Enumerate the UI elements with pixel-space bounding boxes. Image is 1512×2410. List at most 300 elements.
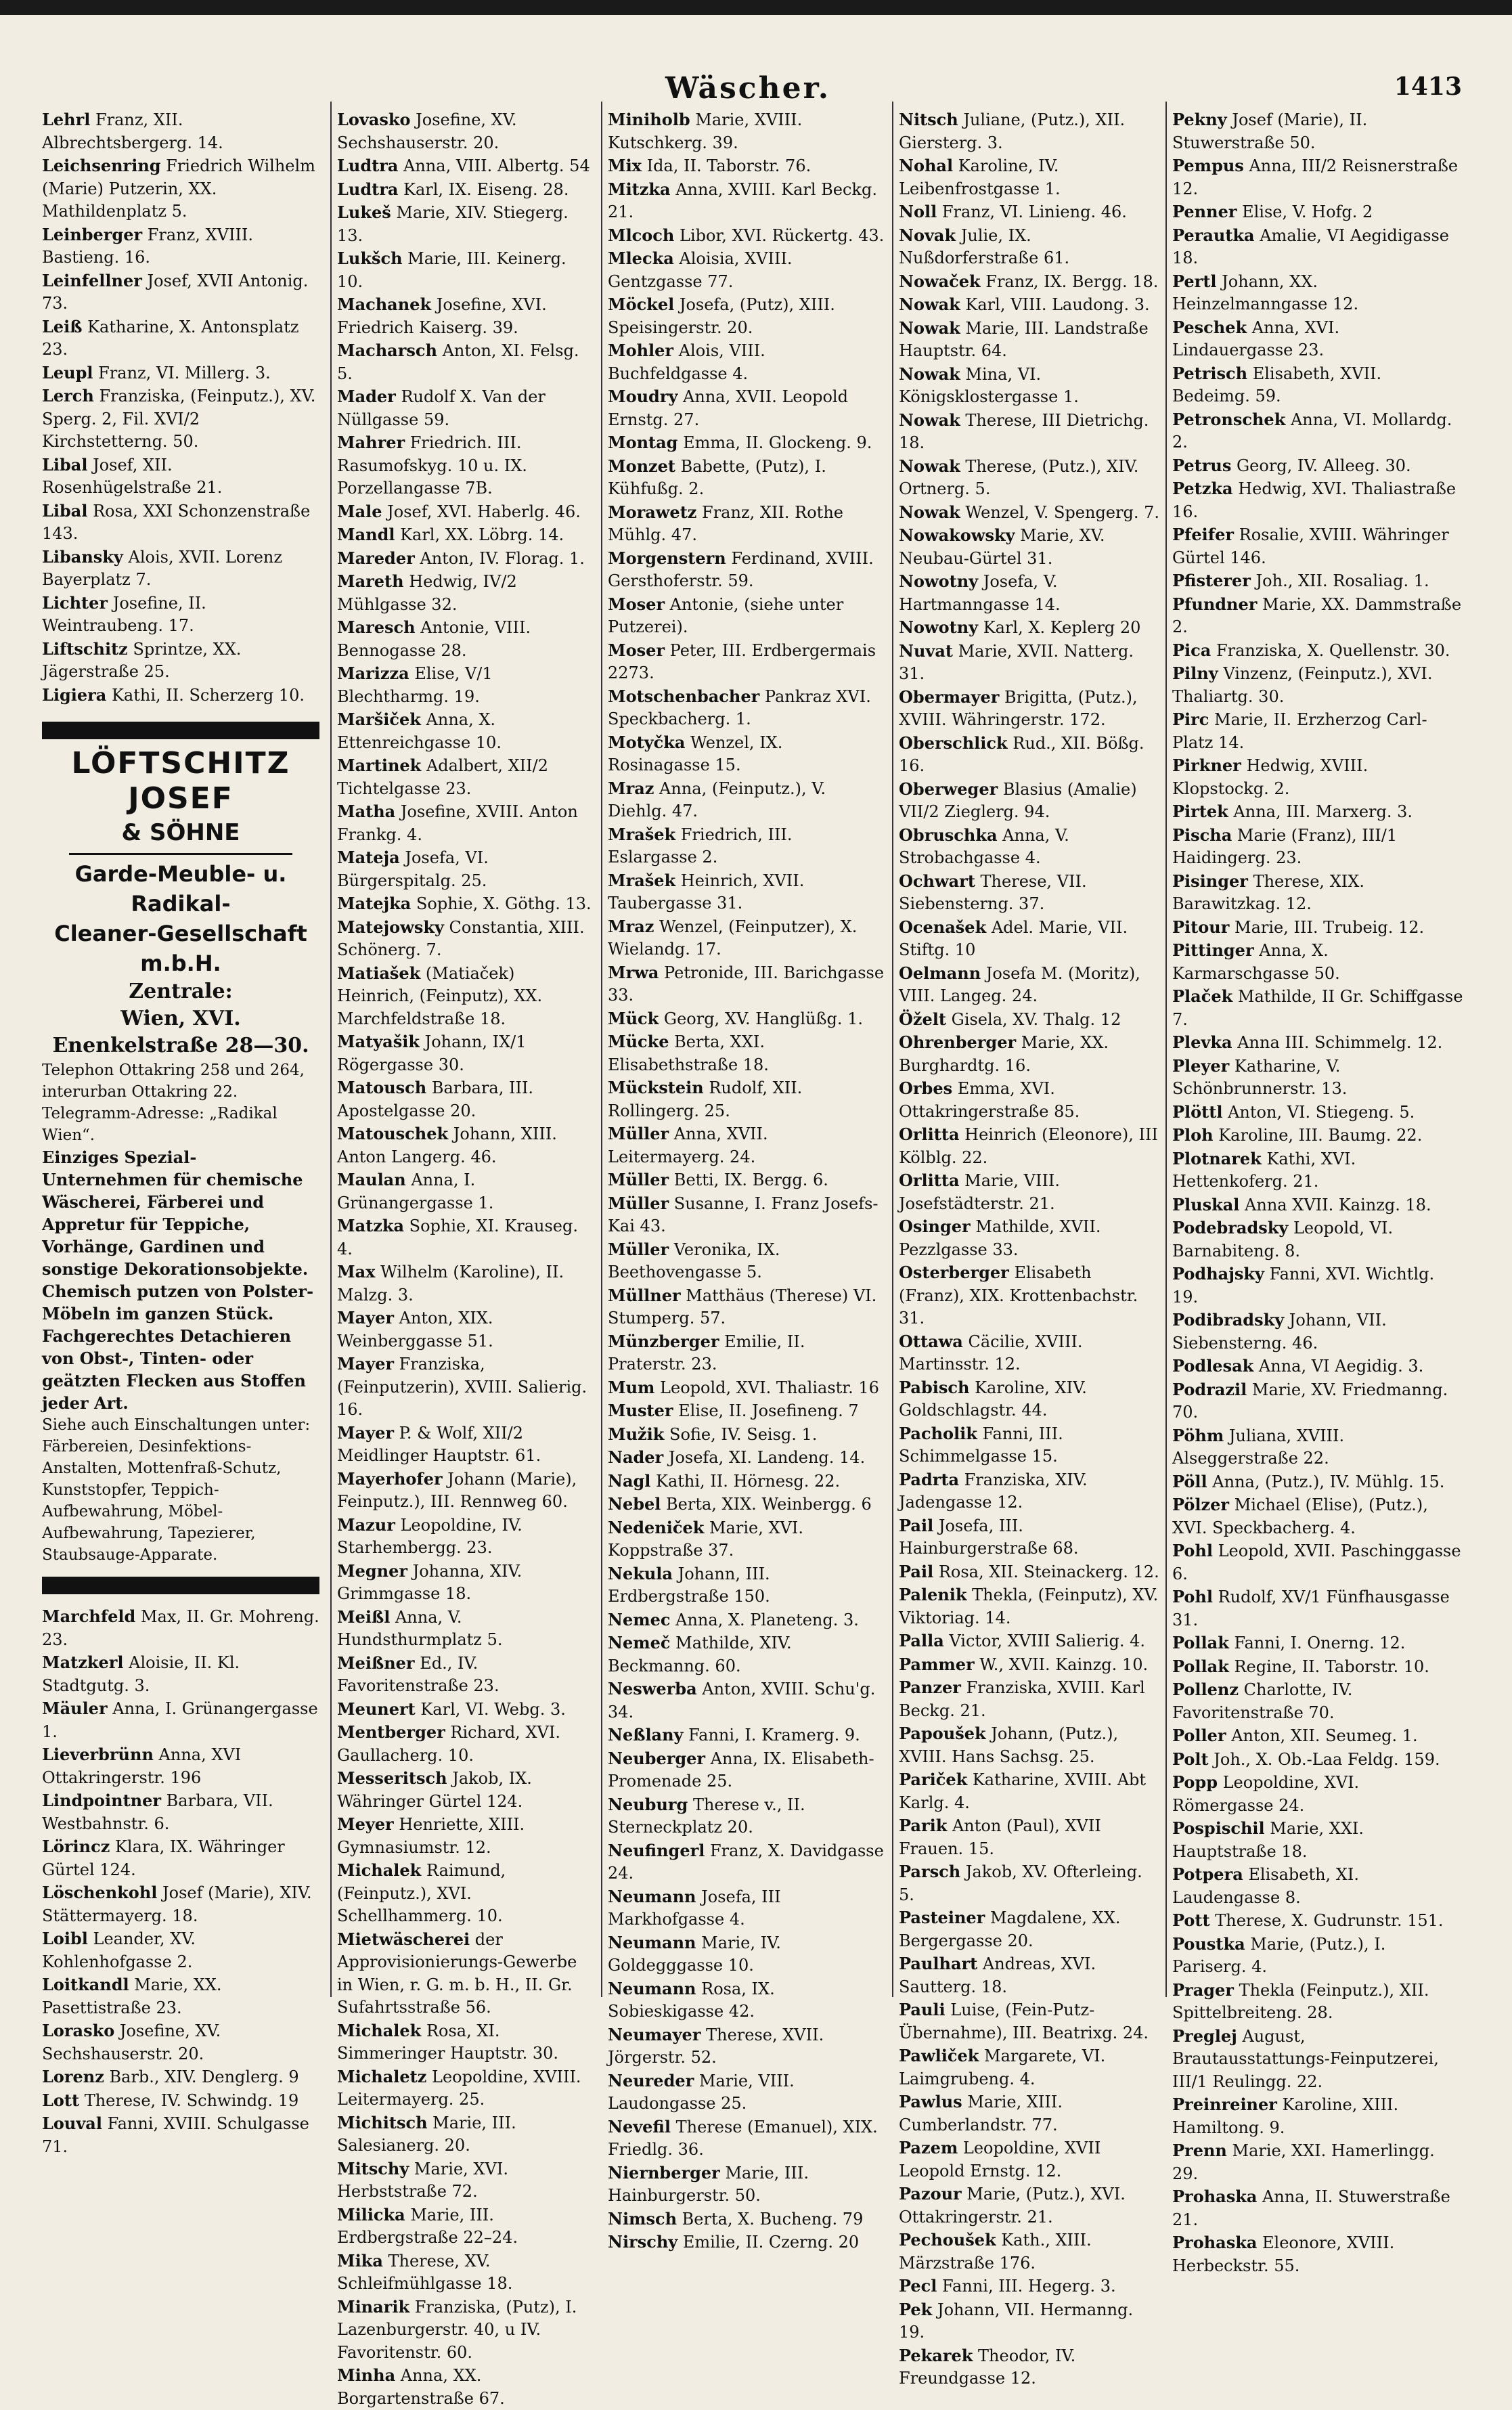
directory-entry: Panzer Franziska, XVIII. Karl Beckg. 21. xyxy=(899,1678,1145,1720)
directory-entry: Pollenz Charlotte, IV. Favoritenstraße 70. xyxy=(1172,1680,1353,1722)
entry-surname: Mader xyxy=(337,387,396,406)
directory-entry: Novak Julie, IX. Nußdorferstraße 61. xyxy=(899,225,1070,267)
directory-entry: Maulan Anna, I. Grünangergasse 1. xyxy=(337,1170,494,1212)
entry-surname: Mayer xyxy=(337,1308,394,1328)
directory-entry: Nebel Berta, XIX. Weinbergg. 6 xyxy=(608,1494,872,1514)
directory-entry: Müller Susanne, I. Franz Josefs-Kai 43. xyxy=(608,1193,879,1235)
directory-entry: Pacholik Fanni, III. Schimmelgasse 15. xyxy=(899,1423,1063,1466)
directory-entry: Müller Veronika, IX. Beethovengasse 5. xyxy=(608,1239,780,1281)
entry-surname: Müller xyxy=(608,1239,669,1259)
entry-surname: Libal xyxy=(42,500,88,521)
directory-entry: Lieverbrünn Anna, XVI Ottakringerstr. 196 xyxy=(42,1745,242,1787)
directory-entry: Noll Franz, VI. Linieng. 46. xyxy=(899,202,1127,221)
directory-entry: Nowotny Karl, X. Keplerg 20 xyxy=(899,617,1141,637)
directory-entry: Pischa Marie (Franz), III/1 Haidingerg. 23. xyxy=(1172,825,1398,867)
entry-surname: Libal xyxy=(42,454,88,475)
entry-surname: Pauli xyxy=(899,2000,946,2019)
directory-entry: Leiß Katharine, X. Antonsplatz 23. xyxy=(42,316,299,359)
entry-surname: Matouschek xyxy=(337,1124,449,1143)
directory-entry: Pohl Leopold, XVII. Paschinggasse 6. xyxy=(1172,1541,1461,1583)
entry-surname: Poller xyxy=(1172,1726,1226,1745)
entry-list xyxy=(42,1605,319,2158)
entry-surname: Lorasko xyxy=(42,2021,115,2040)
directory-entry: Meißl Anna, V. Hundsthurmplatz 5. xyxy=(337,1606,503,1649)
directory-entry: Preglej August, Brautausstattungs-Feinputzerei, III/1 Reulingg. 22. xyxy=(1172,2025,1439,2091)
directory-entry: Nimsch Berta, X. Bucheng. 79 xyxy=(608,2208,864,2229)
directory-entry: Michitsch Marie, III. Salesianerg. 20. xyxy=(337,2112,516,2155)
directory-entry: Obruschka Anna, V. Strobachgasse 4. xyxy=(899,825,1069,867)
entry-surname: Nowak xyxy=(899,456,960,476)
entry-surname: Mäuler xyxy=(42,1699,108,1718)
entry-surname: Petzka xyxy=(1172,479,1233,498)
directory-entry: Lukeš Marie, XIV. Stiegerg. 13. xyxy=(337,202,569,245)
directory-entry: Mayerhofer Johann (Marie), Feinputz.), III. Rennweg 60. xyxy=(337,1468,577,1511)
entry-surname: Nagl xyxy=(608,1470,651,1491)
entry-surname: Meyer xyxy=(337,1814,394,1834)
entry-surname: Matejowsky xyxy=(337,917,444,937)
directory-entry: Mužik Sofie, IV. Seisg. 1. xyxy=(608,1424,818,1444)
entry-surname: Michalek xyxy=(337,2020,422,2040)
entry-surname: Maulan xyxy=(337,1170,406,1189)
directory-entry: Ploh Karoline, III. Baumg. 22. xyxy=(1172,1125,1423,1145)
entry-surname: Mrašek xyxy=(608,870,676,890)
directory-entry: Pazem Leopoldine, XVII Leopold Ernstg. 12. xyxy=(899,2138,1101,2181)
entry-surname: Lörincz xyxy=(42,1837,110,1856)
directory-entry: Pölzer Michael (Elise), (Putz.), XVI. Speckbacherg. 4. xyxy=(1172,1495,1428,1537)
directory-entry: Meyer Henriette, XIII. Gymnasiumstr. 12. xyxy=(337,1814,525,1857)
entry-surname: Megner xyxy=(337,1560,407,1581)
entry-surname: Moser xyxy=(608,640,665,660)
directory-entry: Matouschek Johann, XIII. Anton Langerg. 46. xyxy=(337,1124,557,1166)
directory-entry: Macharsch Anton, XI. Felsg. 5. xyxy=(337,341,579,383)
directory-entry: Plaček Mathilde, II Gr. Schiffgasse 7. xyxy=(1172,986,1463,1029)
ad-telegram: Telegramm-Adresse: „Radikal Wien“. xyxy=(42,1105,277,1144)
directory-entry: Matyašik Johann, IX/1 Rögergasse 30. xyxy=(337,1032,527,1074)
directory-entry: Mitschy Marie, XVI. Herbststraße 72. xyxy=(337,2158,508,2201)
directory-entry: Maršiček Anna, X. Ettenreichgasse 10. xyxy=(337,709,502,752)
entry-surname: Matiašek xyxy=(337,963,421,983)
directory-entry: Podrazil Marie, XV. Friedmanng. 70. xyxy=(1172,1379,1448,1422)
entry-surname: Matyašik xyxy=(337,1032,420,1051)
entry-surname: Matzka xyxy=(337,1216,405,1235)
directory-entry: Lindpointner Barbara, VII. Westbahnstr. 6. xyxy=(42,1791,273,1833)
directory-entry: Pittinger Anna, X. Karmarschgasse 50. xyxy=(1172,940,1340,983)
directory-entry: Pechoušek Kath., XIII. Märzstraße 176. xyxy=(899,2230,1092,2273)
entry-surname: Nowotny xyxy=(899,617,979,637)
entry-surname: Michalek xyxy=(337,1860,422,1880)
directory-entry: Nemec Anna, X. Planeteng. 3. xyxy=(608,1609,859,1629)
entry-surname: Nowak xyxy=(899,294,960,314)
entry-surname: Montag xyxy=(608,433,678,452)
directory-entry: Nowak Therese, III Dietrichg. 18. xyxy=(899,410,1149,452)
top-border xyxy=(0,0,1512,15)
directory-entry: Pirtek Anna, III. Marxerg. 3. xyxy=(1172,802,1413,821)
entry-surname: Papoušek xyxy=(899,1724,986,1743)
entry-surname: Pölzer xyxy=(1172,1495,1230,1514)
entry-surname: Lott xyxy=(42,2090,80,2110)
entry-surname: Palla xyxy=(899,1631,944,1650)
entry-surname: Ottawa xyxy=(899,1331,963,1351)
directory-entry: Pfeifer Rosalie, XVIII. Währinger Gürtel 146. xyxy=(1172,525,1449,567)
directory-entry: Müllner Matthäus (Therese) VI. Stumperg. 57. xyxy=(608,1285,877,1328)
entry-surname: Michitsch xyxy=(337,2112,428,2132)
directory-entry: Pauli Luise, (Fein-Putz-Übernahme), III. Beatrixg. 24. xyxy=(899,2000,1149,2042)
directory-entry: Nedeniček Marie, XVI. Koppstraße 37. xyxy=(608,1517,803,1560)
entry-surname: Mandl xyxy=(337,525,395,544)
entry-surname: Nader xyxy=(608,1447,664,1467)
entry-surname: Marchfeld xyxy=(42,1606,136,1626)
directory-entry: Nowak Therese, (Putz.), XIV. Ortnerg. 5. xyxy=(899,456,1139,498)
entry-surname: Podlesak xyxy=(1172,1356,1254,1376)
entry-surname: Pica xyxy=(1172,640,1211,660)
entry-surname: Ochwart xyxy=(899,871,975,891)
entry-surname: Loibl xyxy=(42,1929,88,1948)
entry-surname: Pfeifer xyxy=(1172,525,1234,544)
directory-entry: Moser Peter, III. Erdbergermais 2273. xyxy=(608,640,876,682)
entry-surname: Preglej xyxy=(1172,2025,1237,2046)
directory-entry: Nowak Mina, VI. Königsklostergasse 1. xyxy=(899,364,1079,406)
entry-surname: Mrwa xyxy=(608,962,659,982)
ad-bottom-bar xyxy=(42,1577,319,1594)
directory-entry: Plotnarek Kathi, XVI. Hettenkoferg. 21. xyxy=(1172,1148,1356,1191)
directory-entry: Padrta Franziska, XIV. Jadengasse 12. xyxy=(899,1469,1088,1512)
directory-entry: Mraz Anna, (Feinputz.), V. Diehlg. 47. xyxy=(608,778,826,820)
directory-entry: Mayer Franziska, (Feinputzerin), XVIII. Salierig. 16. xyxy=(337,1354,587,1419)
entry-surname: Lieverbrünn xyxy=(42,1745,154,1764)
entry-surname: Marizza xyxy=(337,663,409,683)
directory-entry: Podhajsky Fanni, XVI. Wichtlg. 19. xyxy=(1172,1264,1435,1307)
directory-entry: Marchfeld Max, II. Gr. Mohreng. 23. xyxy=(42,1606,319,1649)
entry-surname: Neumann xyxy=(608,1886,696,1906)
entry-surname: Pek xyxy=(899,2299,933,2319)
entry-surname: Podebradsky xyxy=(1172,1218,1289,1237)
directory-entry: Papoušek Johann, (Putz.), XVIII. Hans Sachsg. 25. xyxy=(899,1724,1119,1766)
entry-surname: Neswerba xyxy=(608,1679,697,1699)
directory-entry: Mohler Alois, VIII. Buchfeldgasse 4. xyxy=(608,341,765,383)
directory-entry: Leinfellner Josef, XVII Antonig. 73. xyxy=(42,270,309,313)
directory-entry: Pek Johann, VII. Hermanng. 19. xyxy=(899,2299,1134,2342)
directory-entry: Leichsenring Friedrich Wilhelm (Marie) Putzerin, XX. Mathildenplatz 5. xyxy=(42,156,315,221)
directory-entry: Neureder Marie, VIII. Laudongasse 25. xyxy=(608,2070,795,2113)
entry-surname: Pazem xyxy=(899,2138,958,2157)
directory-entry: Neuburg Therese v., II. Sterneckplatz 20. xyxy=(608,1794,805,1837)
ad-specialty: Einziges Spezial-Unternehmen für chemische Wäscherei, Färberei und Appretur für Teppiche, Vorhänge, Gardinen und sonstige Dekorationsobjekte. xyxy=(42,1147,309,1279)
directory-entry: Nirschy Emilie, II. Czerng. 20 xyxy=(608,2232,860,2252)
entry-surname: Lorenz xyxy=(42,2067,104,2086)
directory-entry: Mazur Leopoldine, IV. Starhembergg. 23. xyxy=(337,1514,522,1557)
directory-entry: Matousch Barbara, III. Apostelgasse 20. xyxy=(337,1078,534,1120)
entry-surname: Pecl xyxy=(899,2276,937,2296)
entry-surname: Motyčka xyxy=(608,732,686,752)
entry-surname: Ligiera xyxy=(42,684,107,705)
directory-entry: Ochwart Therese, VII. Siebensterng. 37. xyxy=(899,871,1087,913)
entry-surname: Mayer xyxy=(337,1354,394,1374)
entry-surname: Orlitta xyxy=(899,1170,960,1190)
directory-entry: Poller Anton, XII. Seumeg. 1. xyxy=(1172,1726,1418,1745)
directory-entry: Nohal Karoline, IV. Leibenfrostgasse 1. xyxy=(899,156,1061,198)
directory-entry: Perautka Amalie, VI Aegidigasse 18. xyxy=(1172,225,1449,267)
entry-surname: Novak xyxy=(899,225,956,245)
directory-entry: Mentberger Richard, XVI. Gaullacherg. 10. xyxy=(337,1722,560,1765)
directory-entry: Penner Elise, V. Hofg. 2 xyxy=(1172,202,1373,221)
directory-entry: Messeritsch Jakob, IX. Währinger Gürtel 124. xyxy=(337,1768,532,1811)
entry-surname: Paulhart xyxy=(899,1954,978,1973)
entry-surname: Müller xyxy=(608,1124,669,1143)
entry-surname: Polt xyxy=(1172,1749,1209,1769)
entry-surname: Mohler xyxy=(608,341,674,360)
entry-surname: Pollak xyxy=(1172,1633,1229,1652)
directory-entry: Peschek Anna, XVI. Lindauergasse 23. xyxy=(1172,317,1340,359)
entry-surname: Messeritsch xyxy=(337,1768,447,1788)
page-number: 1413 xyxy=(1394,72,1462,101)
column-divider xyxy=(1165,102,1167,1997)
entry-surname: Neufingerl xyxy=(608,1840,705,1860)
directory-entry: Pail Rosa, XII. Steinackerg. 12. xyxy=(899,1561,1159,1581)
entry-surname: Pisinger xyxy=(1172,871,1248,891)
directory-entry: Megner Johanna, XIV. Grimmgasse 18. xyxy=(337,1560,522,1603)
directory-entry: Matiašek (Matiaček) Heinrich, (Feinputz), XX. Marchfeldstraße 18. xyxy=(337,963,543,1028)
entry-surname: Noll xyxy=(899,202,937,221)
directory-entry: Ocenašek Adel. Marie, VII. Stiftg. 10 xyxy=(899,917,1128,959)
directory-entry: Pawlus Marie, XIII. Cumberlandstr. 77. xyxy=(899,2092,1063,2134)
directory-entry: Parik Anton (Paul), XVII Frauen. 15. xyxy=(899,1816,1101,1858)
entry-surname: Matzkerl xyxy=(42,1652,124,1672)
entry-surname: Potpera xyxy=(1172,1864,1243,1884)
directory-entry: Palla Victor, XVIII Salierig. 4. xyxy=(899,1631,1146,1650)
entry-surname: Müllner xyxy=(608,1285,681,1305)
entry-surname: Neureder xyxy=(608,2070,694,2090)
entry-surname: Peschek xyxy=(1172,317,1247,337)
directory-entry: Lörincz Klara, IX. Währinger Gürtel 124. xyxy=(42,1837,285,1879)
directory-entry: Pariček Katharine, XVIII. Abt Karlg. 4. xyxy=(899,1770,1147,1812)
directory-entry: Matzka Sophie, XI. Krauseg. 4. xyxy=(337,1216,578,1258)
ad-top-bar xyxy=(42,722,319,739)
entry-surname: Mückstein xyxy=(608,1078,704,1097)
directory-entry: Pluskal Anna XVII. Kainzg. 18. xyxy=(1172,1194,1431,1214)
directory-entry: Nowaček Franz, IX. Bergg. 18. xyxy=(899,271,1159,291)
entry-surname: Pfisterer xyxy=(1172,571,1251,590)
directory-entry: Montag Emma, II. Glockeng. 9. xyxy=(608,433,872,452)
entry-list xyxy=(42,108,319,707)
directory-entry: Nowakowsky Marie, XV. Neubau-Gürtel 31. xyxy=(899,525,1105,568)
directory-entry: Pfundner Marie, XX. Dammstraße 2. xyxy=(1172,594,1462,636)
directory-entry: Mückstein Rudolf, XII. Rollingerg. 25. xyxy=(608,1078,803,1120)
entry-surname: Pekarek xyxy=(899,2345,973,2365)
directory-entry: Martinek Adalbert, XII/2 Tichtelgasse 23. xyxy=(337,755,548,798)
entry-surname: Morgenstern xyxy=(608,548,726,568)
entry-surname: Nowak xyxy=(899,410,960,430)
entry-surname: Muster xyxy=(608,1401,673,1420)
entry-surname: Nitsch xyxy=(899,110,958,129)
directory-entry: Minarik Franziska, (Putz), I. Lazenburgerstr. 40, u IV. Favoritenstr. 60. xyxy=(337,2296,577,2362)
directory-entry: Monzet Babette, (Putz), I. Kühfußg. 2. xyxy=(608,456,826,498)
directory-entry: Lehrl Franz, XII. Albrechtsbergerg. 14. xyxy=(42,110,223,152)
entry-surname: Nowak xyxy=(899,364,960,384)
directory-entry: Louval Fanni, XVIII. Schulgasse 71. xyxy=(42,2113,309,2156)
entry-surname: Nevefil xyxy=(608,2116,671,2137)
directory-entry: Nevefil Therese (Emanuel), XIX. Friedlg. 36. xyxy=(608,2116,878,2159)
directory-entry: Nuvat Marie, XVII. Natterg. 31. xyxy=(899,640,1134,683)
entry-surname: Prohaska xyxy=(1172,2233,1258,2252)
directory-entry: Mück Georg, XV. Hanglüßg. 1. xyxy=(608,1008,864,1028)
directory-entry: Milicka Marie, III. Erdbergstraße 22–24. xyxy=(337,2204,518,2247)
entry-surname: Pempus xyxy=(1172,156,1244,175)
directory-entry: Mlecka Aloisia, XVIII. Gentzgasse 77. xyxy=(608,248,793,291)
directory-entry: Niernberger Marie, III. Hainburgerstr. 50. xyxy=(608,2162,809,2205)
directory-entry: Mietwäscherei der Approvisionierungs-Gewerbe in Wien, r. G. m. b. H., II. Gr. Sufahrtsstraße 56. xyxy=(337,1929,577,2017)
directory-entry: Potpera Elisabeth, XI. Laudengasse 8. xyxy=(1172,1864,1359,1907)
directory-entry: Motschenbacher Pankraz XVI. Speckbacherg. 1. xyxy=(608,686,871,728)
entry-surname: Leinfellner xyxy=(42,270,142,290)
directory-entry: Meißner Ed., IV. Favoritenstraße 23. xyxy=(337,1652,499,1695)
directory-entry: Leupl Franz, VI. Millerg. 3. xyxy=(42,362,271,382)
entry-surname: Pirtek xyxy=(1172,802,1228,821)
entry-surname: Mika xyxy=(337,2250,383,2271)
directory-column-1 xyxy=(42,108,319,2156)
entry-surname: Nowak xyxy=(899,502,960,522)
entry-surname: Öželt xyxy=(899,1009,947,1029)
entry-surname: Leiß xyxy=(42,316,83,336)
page-header xyxy=(34,64,1462,112)
entry-surname: Matha xyxy=(337,802,396,821)
directory-entry: Pollak Fanni, I. Onerng. 12. xyxy=(1172,1633,1406,1652)
entry-surname: Lovasko xyxy=(337,110,411,129)
entry-surname: Loitkandl xyxy=(42,1975,129,1994)
entry-surname: Nirschy xyxy=(608,2232,678,2252)
entry-surname: Meunert xyxy=(337,1699,416,1719)
ad-company-name: LÖFTSCHITZ JOSEF xyxy=(71,746,290,816)
directory-entry: Prager Thekla (Feinputz.), XII. Spittelbreiteng. 28. xyxy=(1172,1979,1429,2022)
entry-surname: Petrus xyxy=(1172,455,1232,475)
entry-surname: Male xyxy=(337,501,382,521)
directory-entry: Matzkerl Aloisie, II. Kl. Stadtgutg. 3. xyxy=(42,1652,240,1695)
directory-entry: Pazour Marie, (Putz.), XVI. Ottakringerstr. 21. xyxy=(899,2184,1126,2227)
ad-company-suffix: & SÖHNE xyxy=(121,819,240,846)
entry-surname: Minarik xyxy=(337,2296,410,2317)
entry-surname: Machanek xyxy=(337,294,432,314)
column-divider xyxy=(892,102,893,1997)
directory-entry: Loitkandl Marie, XX. Pasettistraße 23. xyxy=(42,1975,222,2017)
directory-entry: Oberweger Blasius (Amalie) VII/2 Zieglerg. 94. xyxy=(899,779,1137,821)
directory-entry: Popp Leopoldine, XVI. Römergasse 24. xyxy=(1172,1772,1360,1815)
directory-entry: Lichter Josefine, II. Weintraubeng. 17. xyxy=(42,592,206,635)
entry-surname: Müller xyxy=(608,1170,669,1189)
directory-entry: Parsch Jakob, XV. Ofterleing. 5. xyxy=(899,1862,1142,1904)
entry-surname: Panzer xyxy=(899,1678,961,1697)
directory-entry: Müller Betti, IX. Bergg. 6. xyxy=(608,1170,828,1189)
entry-surname: Mayer xyxy=(337,1422,394,1443)
directory-entry: Libal Rosa, XXI Schonzenstraße 143. xyxy=(42,500,311,543)
directory-entry: Osinger Mathilde, XVII. Pezzlgasse 33. xyxy=(899,1217,1101,1259)
entry-surname: Plevka xyxy=(1172,1032,1232,1052)
directory-entry: Münzberger Emilie, II. Praterstr. 23. xyxy=(608,1331,805,1374)
entry-surname: Obermayer xyxy=(899,686,1000,707)
entry-surname: Neuburg xyxy=(608,1794,688,1814)
directory-entry: Mahrer Friedrich. III. Rasumofskyg. 10 u. IX. Porzellangasse 7B. xyxy=(337,433,527,498)
entry-surname: Pabisch xyxy=(899,1377,970,1397)
entry-surname: Poustka xyxy=(1172,1933,1245,1954)
entry-surname: Nowak xyxy=(899,317,960,338)
directory-entry: Mäuler Anna, I. Grünangergasse 1. xyxy=(42,1699,318,1741)
entry-surname: Parik xyxy=(899,1816,948,1835)
directory-entry: Plöttl Anton, VI. Stiegeng. 5. xyxy=(1172,1101,1415,1122)
entry-surname: Nowakowsky xyxy=(899,525,1015,545)
entry-surname: Oberschlick xyxy=(899,732,1008,753)
directory-entry: Mateja Josefa, VI. Bürgerspitalg. 25. xyxy=(337,848,489,890)
directory-entry: Lovasko Josefine, XV. Sechshauserstr. 20. xyxy=(337,110,517,152)
entry-surname: Neumayer xyxy=(608,2024,701,2044)
entry-surname: Pekny xyxy=(1172,110,1227,129)
directory-entry: Polt Joh., X. Ob.-Laa Feldg. 159. xyxy=(1172,1749,1440,1769)
directory-entry: Nagl Kathi, II. Hörnesg. 22. xyxy=(608,1470,841,1491)
directory-entry: Neumann Rosa, IX. Sobieskigasse 42. xyxy=(608,1978,775,2021)
entry-surname: Libansky xyxy=(42,546,123,567)
directory-entry: Oelmann Josefa M. (Moritz), VIII. Langeg. 24. xyxy=(899,963,1140,1005)
directory-entry: Ligiera Kathi, II. Scherzerg 10. xyxy=(42,684,305,705)
entry-surname: Mück xyxy=(608,1008,659,1028)
directory-entry: Pasteiner Magdalene, XX. Bergergasse 20. xyxy=(899,1908,1121,1950)
directory-entry: Pilny Vinzenz, (Feinputz.), XVI. Thaliartg. 30. xyxy=(1172,663,1433,706)
entry-surname: Oberweger xyxy=(899,779,998,799)
directory-entry: Matejowsky Constantia, XIII. Schönerg. 7. xyxy=(337,917,585,959)
entry-surname: Nebel xyxy=(608,1494,661,1514)
directory-entry: Petrus Georg, IV. Alleeg. 30. xyxy=(1172,455,1411,475)
entry-surname: Meißl xyxy=(337,1606,391,1627)
directory-entry: Michaletz Leopoldine, XVIII. Leitermayerg. 25. xyxy=(337,2066,581,2109)
entry-surname: Mix xyxy=(608,156,642,175)
entry-surname: Popp xyxy=(1172,1772,1218,1792)
directory-entry: Miniholb Marie, XVIII. Kutschkerg. 39. xyxy=(608,110,803,152)
entry-surname: Osterberger xyxy=(899,1263,1009,1282)
entry-surname: Penner xyxy=(1172,202,1237,221)
directory-entry: Lorenz Barb., XIV. Denglerg. 9 xyxy=(42,2067,299,2086)
directory-entry: Pohl Rudolf, XV/1 Fünfhausgasse 31. xyxy=(1172,1587,1450,1629)
directory-entry: Libal Josef, XII. Rosenhügelstraße 21. xyxy=(42,454,223,497)
directory-entry: Paulhart Andreas, XVI. Sautterg. 18. xyxy=(899,1954,1096,1996)
entry-surname: Miniholb xyxy=(608,110,690,129)
entry-surname: Pertl xyxy=(1172,271,1217,291)
entry-surname: Pirkner xyxy=(1172,755,1241,775)
entry-surname: Moser xyxy=(608,594,665,614)
entry-surname: Mareth xyxy=(337,571,404,591)
directory-entry: Pempus Anna, III/2 Reisnerstraße 12. xyxy=(1172,156,1459,198)
directory-entry: Orbes Emma, XVI. Ottakringerstraße 85. xyxy=(899,1078,1080,1121)
directory-column-5 xyxy=(1172,108,1463,2275)
entry-surname: Meißner xyxy=(337,1652,415,1673)
directory-entry: Poustka Marie, (Putz.), I. Pariserg. 4. xyxy=(1172,1933,1386,1976)
entry-surname: Müller xyxy=(608,1193,669,1213)
directory-entry: Mandl Karl, XX. Löbrg. 14. xyxy=(337,525,564,544)
entry-surname: Podrazil xyxy=(1172,1379,1247,1399)
directory-entry: Nowak Marie, III. Landstraße Hauptstr. 64. xyxy=(899,317,1149,360)
directory-entry: Pekny Josef (Marie), II. Stuwerstraße 50. xyxy=(1172,110,1368,152)
entry-surname: Ludtra xyxy=(337,179,399,199)
entry-surname: Pazour xyxy=(899,2184,962,2204)
entry-surname: Maresch xyxy=(337,617,416,637)
entry-surname: Perautka xyxy=(1172,225,1255,245)
directory-entry: Prenn Marie, XXI. Hamerlingg. 29. xyxy=(1172,2141,1435,2183)
entry-surname: Nekula xyxy=(608,1563,673,1583)
entry-surname: Plöttl xyxy=(1172,1101,1223,1122)
directory-entry: Löschenkohl Josef (Marie), XIV. Stättermayerg. 18. xyxy=(42,1883,312,1925)
entry-surname: Pott xyxy=(1172,1910,1210,1930)
directory-entry: Pail Josefa, III. Hainburgerstraße 68. xyxy=(899,1515,1079,1558)
entry-surname: Pawlus xyxy=(899,2092,962,2111)
entry-surname: Pilny xyxy=(1172,663,1218,683)
directory-entry: Müller Anna, XVII. Leitermayerg. 24. xyxy=(608,1124,768,1166)
directory-entry: Pabisch Karoline, XIV. Goldschlagstr. 44. xyxy=(899,1377,1087,1420)
entry-surname: Moudry xyxy=(608,387,678,406)
